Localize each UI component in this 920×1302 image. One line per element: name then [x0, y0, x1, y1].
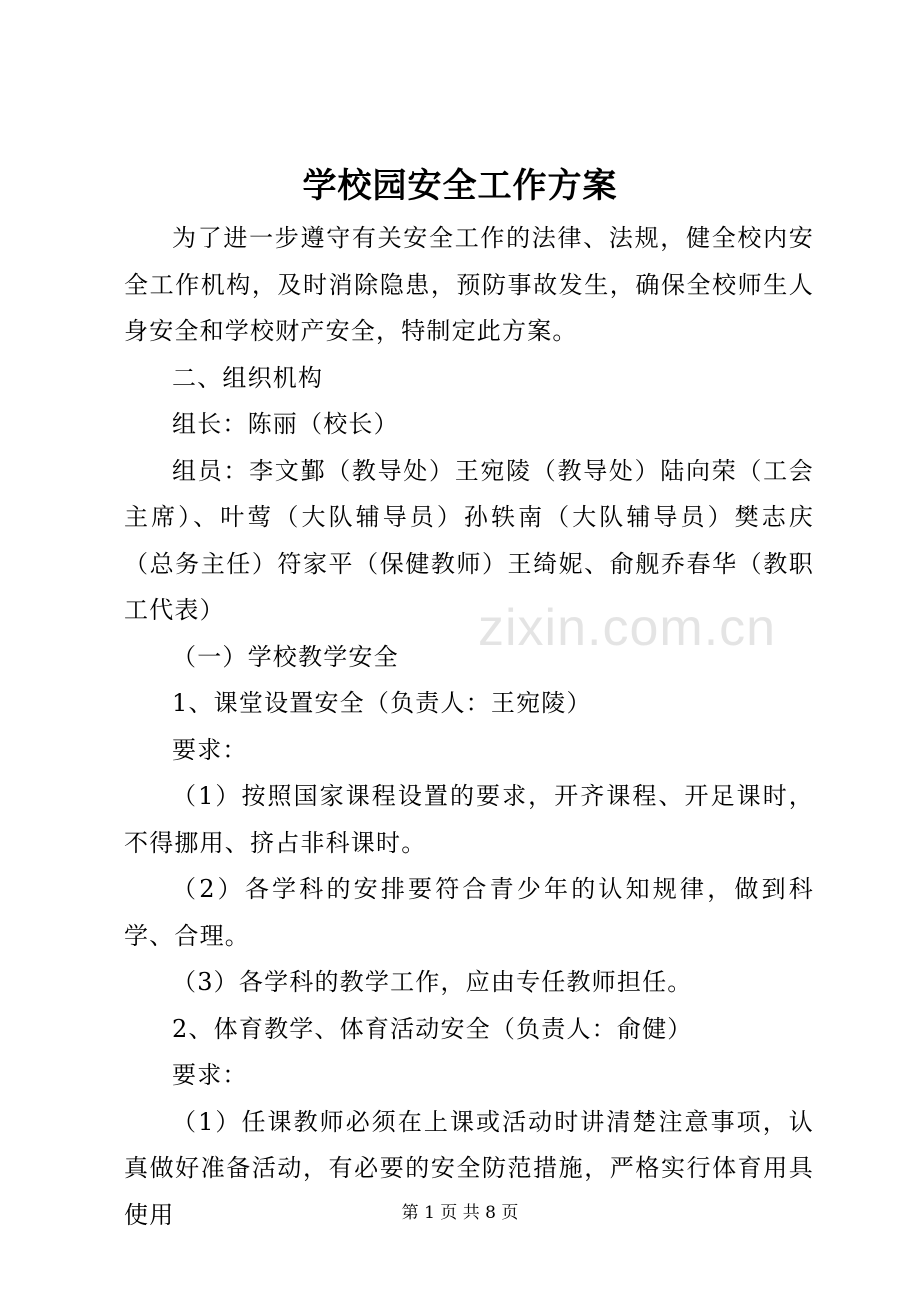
requirement-1: （1）按照国家课程设置的要求，开齐课程、开足课时，不得挪用、挤占非科课时。: [124, 782, 814, 857]
item-pe-safety: 2、体育教学、体育活动安全（负责人：俞健）: [172, 1014, 693, 1043]
paragraph-members: 组员：李文鄞（教导处）王宛陵（教导处）陆向荣（工会主席）、叶莺（大队辅导员）孙轶南（大队辅导员）樊志庆（总务主任）符家平（保健教师）王绮妮、俞舰乔春华（教职工代表）: [124, 456, 814, 624]
document-body: [124, 215, 814, 1238]
requirement-3: （3）各学科的教学工作，应由专任教师担任。: [172, 968, 693, 996]
paragraph-leader: 组长：陈丽（校长）: [172, 410, 399, 438]
requirement-2: （2）各学科的安排要符合青少年的认知规律，做到科学、合理。: [124, 875, 814, 950]
section-heading-teaching-safety: （一）学校教学安全: [172, 642, 399, 671]
requirements-label: 要求：: [172, 735, 248, 764]
item-course-setting: 1、课堂设置安全（负责人：王宛陵）: [172, 689, 592, 717]
section-heading-organization: 二、组织机构: [172, 363, 324, 392]
pe-requirement-1: （1）任课教师必须在上课或活动时讲清楚注意事项，认真做好准备活动，有必要的安全防范措施，严格实行体育用具使用: [124, 1107, 814, 1229]
requirements-label: 要求：: [172, 1061, 248, 1089]
paragraph-intro: 为了进一步遵守有关安全工作的法律、法规，健全校内安全工作机构，及时消除隐患，预防事故发生，确保全校师生人身安全和学校财产安全，特制定此方案。: [124, 224, 814, 345]
watermark: zixin.com.cn: [478, 599, 777, 657]
page-footer: 第 1 页 共 8 页: [401, 1203, 519, 1223]
document-title: 学校园安全工作方案: [302, 166, 618, 206]
